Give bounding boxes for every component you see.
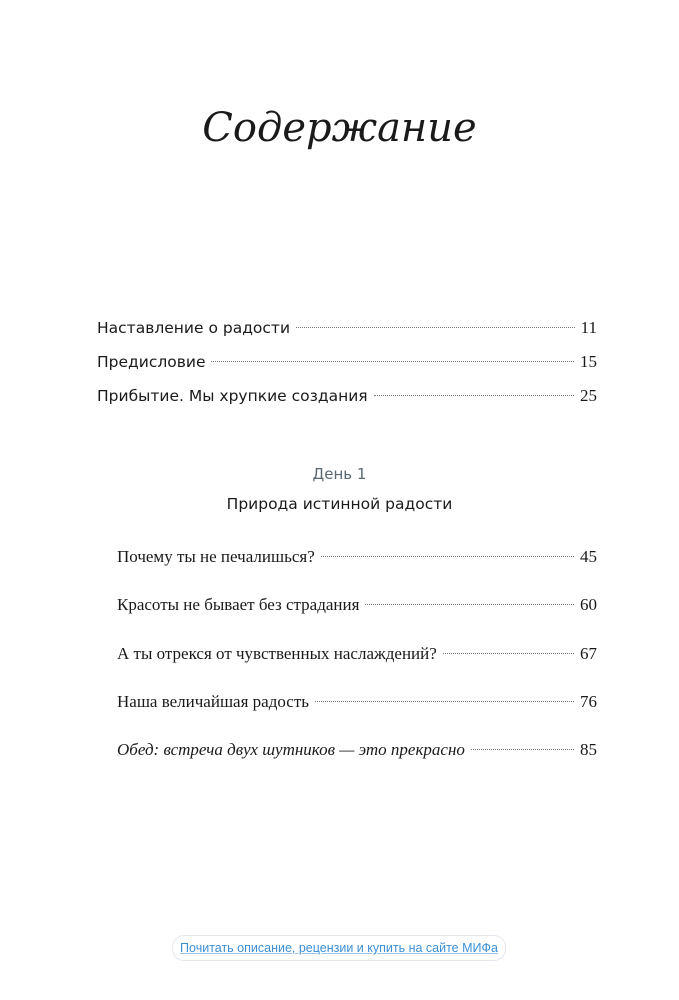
toc-entry-title: Предисловие	[97, 353, 206, 371]
toc-entry[interactable]	[97, 315, 597, 341]
dot-leader	[211, 361, 574, 362]
toc-entry-title: Красоты не бывает без страдания	[117, 595, 360, 614]
dot-leader	[471, 749, 574, 750]
toc-entry[interactable]	[117, 737, 597, 763]
toc-entry[interactable]	[117, 689, 597, 715]
dot-leader	[443, 653, 574, 654]
toc-entry-page: 25	[580, 386, 597, 405]
dot-leader	[374, 395, 574, 396]
toc-entry[interactable]	[97, 383, 597, 409]
toc-entry-title: Обед: встреча двух шутников — это прекрасно	[117, 740, 465, 759]
toc-entry-page: 60	[580, 595, 597, 614]
section-title: Природа истинной радости	[226, 495, 453, 513]
section-day-label: День 1	[312, 465, 367, 483]
toc-entry-page: 11	[580, 318, 597, 337]
toc-entry[interactable]	[97, 349, 597, 375]
toc-entry-title: Прибытие. Мы хрупкие создания	[97, 387, 368, 405]
toc-entry-page: 76	[580, 692, 597, 711]
toc-entry[interactable]	[117, 641, 597, 667]
dot-leader	[365, 604, 574, 605]
toc-entry-page: 15	[580, 352, 597, 371]
toc-entry-title: Почему ты не печалишься?	[117, 547, 315, 566]
mif-store-link[interactable]: Почитать описание, рецензии и купить на сайте МИФа	[172, 935, 506, 961]
toc-entry-page: 45	[580, 547, 597, 566]
page-title: Содержание	[202, 105, 477, 151]
dot-leader	[296, 327, 575, 328]
toc-entry-page: 85	[580, 740, 597, 759]
dot-leader	[321, 556, 574, 557]
toc-entry-title: Наставление о радости	[97, 319, 291, 337]
dot-leader	[315, 701, 574, 702]
toc-entry[interactable]	[117, 592, 597, 618]
toc-entry-title: Наша величайшая радость	[117, 692, 310, 711]
toc-entry-title: А ты отрекся от чувственных наслаждений?	[117, 644, 437, 663]
toc-entry-page: 67	[580, 644, 597, 663]
toc-entry[interactable]	[117, 544, 597, 570]
